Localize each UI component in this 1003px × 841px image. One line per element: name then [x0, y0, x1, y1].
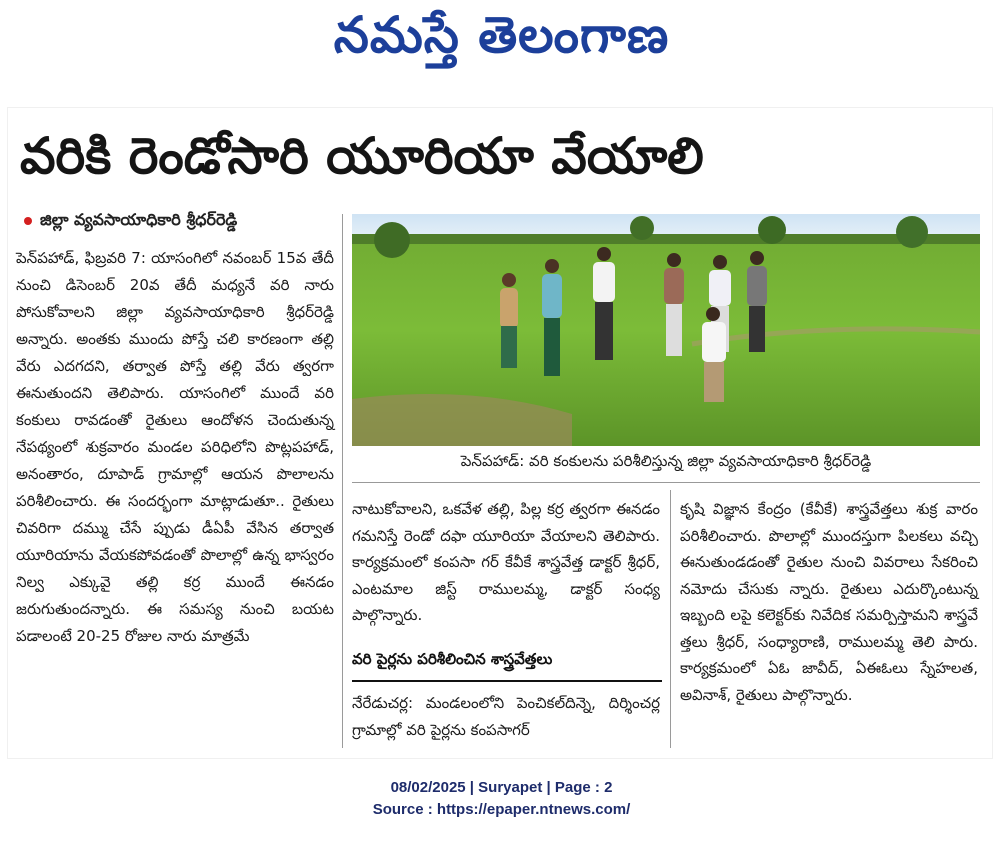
footer-date-line: 08/02/2025 | Suryapet | Page : 2 [390, 779, 613, 796]
masthead-title: నమస్తే తెలంగాణ [333, 6, 670, 64]
sub-headline: వరి పైర్లను పరిశీలించిన శాస్త్రవేత్తలు [352, 650, 553, 668]
column-divider [670, 490, 671, 748]
masthead [0, 0, 1003, 78]
byline-text: జిల్లా వ్యవసాయాధికారి శ్రీధర్‌రెడ్డి [40, 210, 238, 229]
article-column-2b: నేరేడుచర్ల: మండలంలోని పెంచికల్‌దిన్నె, దిర్శించర్ల గ్రామాల్లో వరి పైర్లను కంపసాగర్ [352, 694, 660, 739]
photo-caption: పెన్‌పహాడ్: వరి కంకులను పరిశీలిస్తున్న జిల్లా వ్యవసాయాధికారి శ్రీధర్‌రెడ్డి [460, 452, 872, 470]
paddy-field-photo [352, 214, 980, 446]
article-column-2: నాటుకోవాలని, ఒకవేళ తల్లి, పిల్ల కర్ర త్వరగా ఈనడం గమనిస్తే రెండో దఫా యూరియా వేయాలని తెలిపారు. కార్యక్రమంలో కంపసా గర్ కేవీకే శాస్త్రవేత్త డాక్టర్ శ్రీధర్, ఎంటమాల జిస్ట్ రాములమ్మ, డాక్టర్ సంధ్య పాల్గొన్నారు. [352, 500, 660, 624]
bullet-icon [24, 217, 32, 225]
footer-source-line: Source : https://epaper.ntnews.com/ [372, 801, 631, 818]
article-byline [24, 210, 237, 233]
article-photo [352, 214, 980, 446]
article-column-3: కృషి విజ్ఞాన కేంద్రం (కేవీకే) శాస్త్రవేత్తలు శుక్ర వారం పరిశీలించారు. పొలాల్లో ముందస్తుగా పిలకలు వచ్చి ఈనుతుండడంతో రైతుల నుంచి వివరాలు సేకరించి నమోదు చేసుకు న్నారు. రైతులు ఎదుర్కొంటున్న ఇబ్బంది లపై కలెక్టర్‌కు నివేదిక సమర్పిస్తామని శాస్త్రవే త్తలు శ్రీధర్, సంధ్యారాణి, రాములమ్మ తెలి పారు. కార్యక్రమంలో ఏఓ జావీద్, ఏఈఓలు స్నేహలత, అవినాశ్, రైతులు పాల్గొన్నారు. [680, 500, 978, 704]
article-column-1: పెన్‌పహాడ్, ఫిబ్రవరి 7: యాసంగిలో నవంబర్ 15వ తేదీ నుంచి డిసెంబర్ 20వ తేదీ మధ్యనే వరి నారు పోసుకోవాలని జిల్లా వ్యవసాయాధికారి శ్రీధర్‌రెడ్డి అన్నారు. అంతకు ముందు పోస్తే చలి కారణంగా తల్లి వేరు ఎదగదని, తర్వాత పోస్తే తల్లి వేరు త్వరగా ఈనుతుందని తెలిపారు. యాసంగిలో ముందే వరి కంకులు రావడంతో రైతులు ఆందోళన చెందుతున్న నేపథ్యంలో శుక్రవారం మండల పరిధిలోని పొట్లపహాడ్, అనంతారం, దూపాడ్ గ్రామాల్లో ఆయన పొలాలను పరిశీలించారు. ఈ సందర్భంగా మాట్లాడుతూ.. రైతులు చివరిగా దమ్ము చేసే ప్పుడు డీఏపీ వేసిన తర్వాత యూరియాను వేయకపోవడంతో పొలాల్లో ఉన్న భాస్వరం నిల్వ ఎక్కువై తల్లి కర్ర ముందే ఈనడం జరుగుతుందన్నారు. ఈ సమస్య నుంచి బయట పడాలంటే 20-25 రోజుల నారు మాత్రమే [16, 249, 334, 645]
footer [0, 777, 1003, 821]
article-headline: వరికి రెండోసారి యూరియా వేయాలి [20, 127, 704, 185]
column-divider [342, 214, 343, 748]
caption-rule [352, 482, 980, 483]
sub-headline-rule [352, 680, 662, 682]
